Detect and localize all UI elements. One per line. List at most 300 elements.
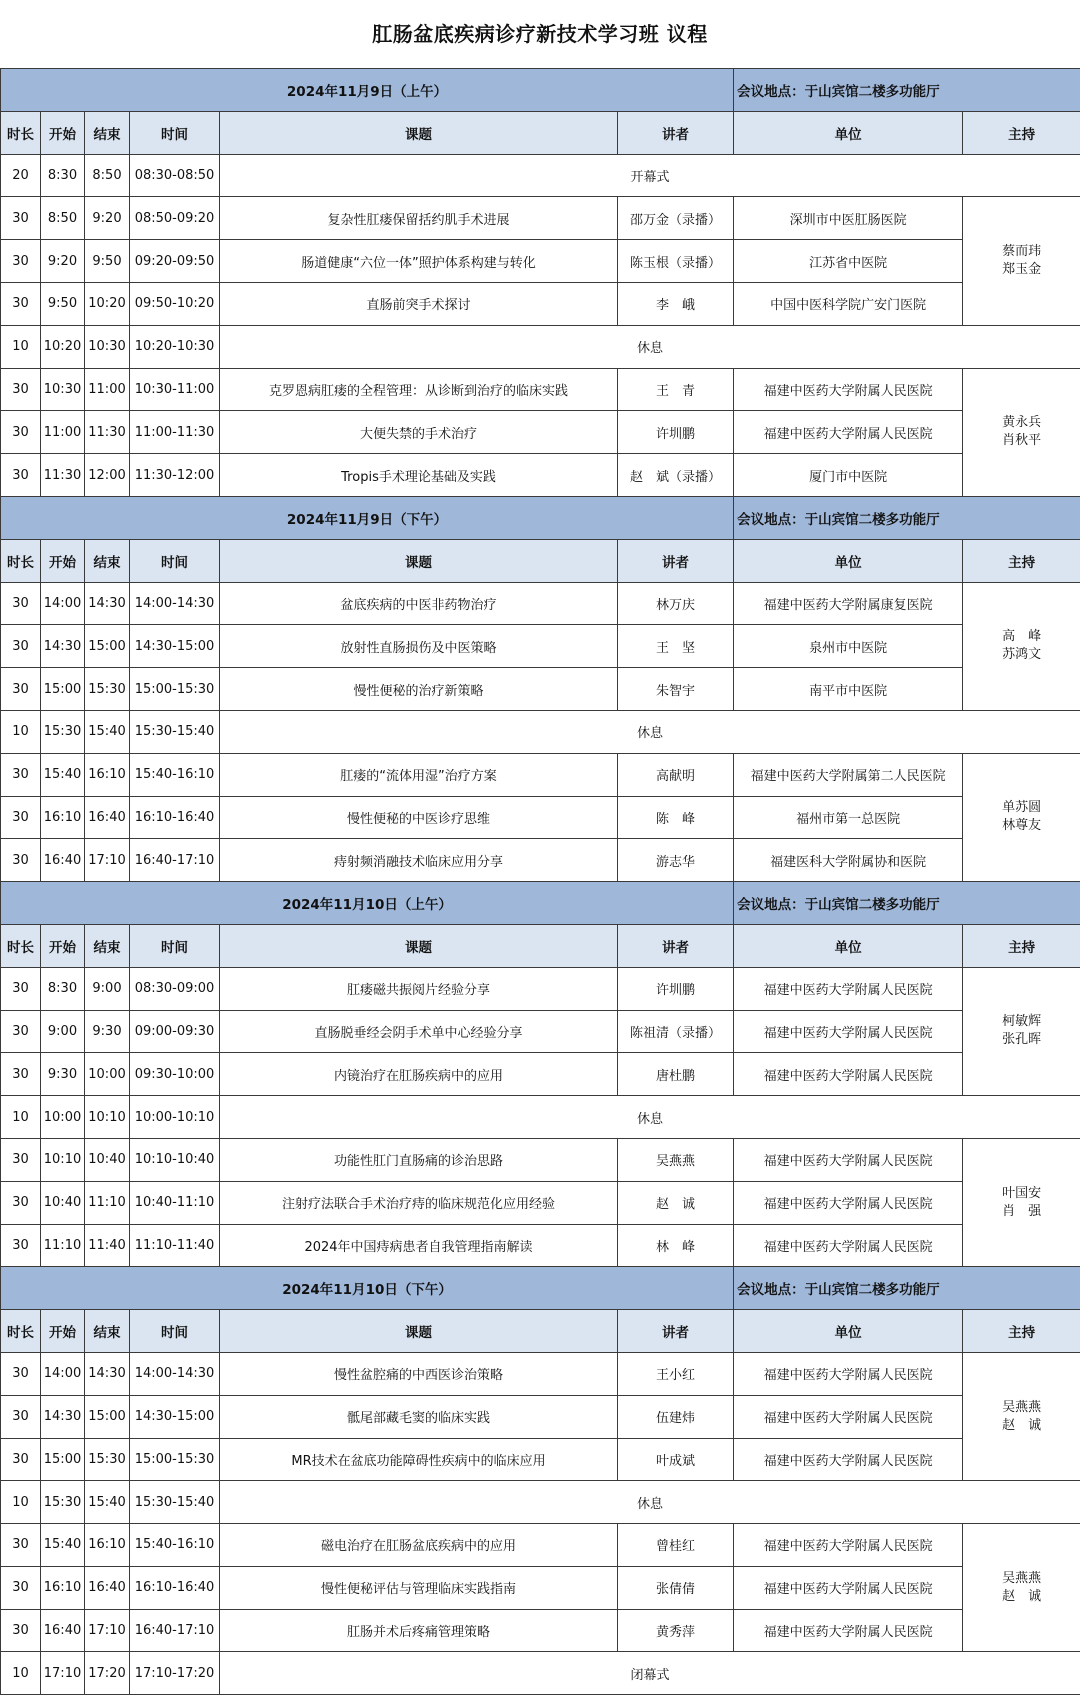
table-row — [1, 1224, 1080, 1267]
column-header-topic: 课题 — [220, 539, 618, 582]
cell-speaker: 游志华 — [618, 839, 734, 882]
host-name: 单苏圆 — [965, 799, 1078, 817]
column-header-row — [1, 111, 1080, 154]
column-header-end: 结束 — [85, 111, 130, 154]
cell-speaker: 高献明 — [618, 753, 734, 796]
cell-duration: 20 — [1, 154, 41, 197]
cell-time: 08:30-09:00 — [130, 967, 220, 1010]
cell-duration: 30 — [1, 240, 41, 283]
cell-end: 11:40 — [85, 1224, 130, 1267]
column-header-speaker: 讲者 — [618, 539, 734, 582]
cell-unit: 泉州市中医院 — [734, 625, 963, 668]
column-header-host: 主持 — [963, 924, 1080, 967]
column-header-row — [1, 539, 1080, 582]
host-name: 郑玉金 — [965, 261, 1078, 279]
cell-time: 08:50-09:20 — [130, 197, 220, 240]
cell-start: 15:40 — [41, 1524, 85, 1567]
cell-end: 10:10 — [85, 1096, 130, 1139]
cell-end: 15:00 — [85, 1395, 130, 1438]
table-row — [1, 1053, 1080, 1096]
cell-time: 16:10-16:40 — [130, 796, 220, 839]
column-header-time: 时间 — [130, 539, 220, 582]
host-name: 黄永兵 — [965, 414, 1078, 432]
cell-start: 11:30 — [41, 454, 85, 497]
session-venue: 会议地点：于山宾馆二楼多功能厅 — [734, 496, 1080, 539]
cell-duration: 10 — [1, 1096, 41, 1139]
cell-topic: 慢性便秘的治疗新策略 — [220, 668, 618, 711]
session-date: 2024年11月10日（上午） — [1, 882, 734, 925]
cell-speaker: 王 坚 — [618, 625, 734, 668]
session-header-row — [1, 1267, 1080, 1310]
cell-time: 09:20-09:50 — [130, 240, 220, 283]
cell-start: 16:40 — [41, 839, 85, 882]
cell-unit: 福建中医药大学附属人民医院 — [734, 1438, 963, 1481]
table-row — [1, 625, 1080, 668]
cell-speaker: 许圳鹏 — [618, 411, 734, 454]
cell-speaker: 黄秀萍 — [618, 1609, 734, 1652]
cell-end: 8:50 — [85, 154, 130, 197]
table-row — [1, 1481, 1080, 1524]
cell-break: 闭幕式 — [220, 1652, 1080, 1695]
cell-start: 14:30 — [41, 625, 85, 668]
host-name: 蔡而玮 — [965, 243, 1078, 261]
cell-host — [963, 582, 1080, 710]
cell-end: 17:10 — [85, 839, 130, 882]
column-header-host: 主持 — [963, 1310, 1080, 1353]
table-row — [1, 240, 1080, 283]
cell-unit: 福建中医药大学附属人民医院 — [734, 1352, 963, 1395]
cell-duration: 30 — [1, 582, 41, 625]
cell-start: 16:10 — [41, 1566, 85, 1609]
session-header-row — [1, 496, 1080, 539]
session-date: 2024年11月9日（下午） — [1, 496, 734, 539]
cell-speaker: 叶成斌 — [618, 1438, 734, 1481]
table-row — [1, 1438, 1080, 1481]
cell-end: 10:30 — [85, 325, 130, 368]
cell-start: 10:30 — [41, 368, 85, 411]
cell-unit: 福建中医药大学附属人民医院 — [734, 1395, 963, 1438]
cell-time: 09:00-09:30 — [130, 1010, 220, 1053]
cell-unit: 深圳市中医肛肠医院 — [734, 197, 963, 240]
cell-time: 09:50-10:20 — [130, 282, 220, 325]
cell-unit: 南平市中医院 — [734, 668, 963, 711]
cell-unit: 福州市第一总医院 — [734, 796, 963, 839]
cell-time: 10:30-11:00 — [130, 368, 220, 411]
cell-topic: 大便失禁的手术治疗 — [220, 411, 618, 454]
table-row — [1, 1524, 1080, 1567]
cell-unit: 福建中医药大学附属人民医院 — [734, 1609, 963, 1652]
column-header-topic: 课题 — [220, 111, 618, 154]
session-venue: 会议地点：于山宾馆二楼多功能厅 — [734, 1267, 1080, 1310]
cell-topic: 慢性盆腔痛的中西医诊治策略 — [220, 1352, 618, 1395]
cell-break: 休息 — [220, 710, 1080, 753]
cell-duration: 30 — [1, 967, 41, 1010]
cell-time: 10:00-10:10 — [130, 1096, 220, 1139]
cell-duration: 30 — [1, 282, 41, 325]
cell-unit: 福建中医药大学附属人民医院 — [734, 1224, 963, 1267]
column-header-duration: 时长 — [1, 1310, 41, 1353]
cell-end: 9:00 — [85, 967, 130, 1010]
cell-duration: 30 — [1, 368, 41, 411]
cell-duration: 30 — [1, 1138, 41, 1181]
cell-time: 11:30-12:00 — [130, 454, 220, 497]
cell-time: 14:30-15:00 — [130, 1395, 220, 1438]
cell-unit: 福建中医药大学附属人民医院 — [734, 967, 963, 1010]
cell-end: 15:00 — [85, 625, 130, 668]
cell-start: 8:30 — [41, 967, 85, 1010]
column-header-duration: 时长 — [1, 111, 41, 154]
cell-speaker: 伍建炜 — [618, 1395, 734, 1438]
cell-end: 11:10 — [85, 1181, 130, 1224]
cell-time: 09:30-10:00 — [130, 1053, 220, 1096]
cell-topic: MR技术在盆底功能障碍性疾病中的临床应用 — [220, 1438, 618, 1481]
cell-start: 11:10 — [41, 1224, 85, 1267]
column-header-time: 时间 — [130, 924, 220, 967]
cell-duration: 10 — [1, 325, 41, 368]
cell-duration: 30 — [1, 454, 41, 497]
table-row — [1, 967, 1080, 1010]
host-name: 叶国安 — [965, 1185, 1078, 1203]
session-date: 2024年11月9日（上午） — [1, 69, 734, 112]
cell-speaker: 林 峰 — [618, 1224, 734, 1267]
column-header-row — [1, 1310, 1080, 1353]
column-header-duration: 时长 — [1, 539, 41, 582]
cell-speaker: 李 峨 — [618, 282, 734, 325]
cell-start: 16:40 — [41, 1609, 85, 1652]
cell-start: 9:30 — [41, 1053, 85, 1096]
column-header-topic: 课题 — [220, 924, 618, 967]
cell-end: 11:30 — [85, 411, 130, 454]
column-header-unit: 单位 — [734, 539, 963, 582]
table-row — [1, 368, 1080, 411]
column-header-start: 开始 — [41, 924, 85, 967]
cell-start: 10:00 — [41, 1096, 85, 1139]
table-row — [1, 839, 1080, 882]
cell-time: 10:10-10:40 — [130, 1138, 220, 1181]
cell-unit: 中国中医科学院广安门医院 — [734, 282, 963, 325]
cell-start: 9:00 — [41, 1010, 85, 1053]
cell-topic: 磁电治疗在肛肠盆底疾病中的应用 — [220, 1524, 618, 1567]
cell-end: 10:00 — [85, 1053, 130, 1096]
cell-speaker: 陈 峰 — [618, 796, 734, 839]
cell-end: 9:20 — [85, 197, 130, 240]
cell-end: 9:50 — [85, 240, 130, 283]
cell-start: 10:10 — [41, 1138, 85, 1181]
cell-start: 14:30 — [41, 1395, 85, 1438]
cell-speaker: 许圳鹏 — [618, 967, 734, 1010]
cell-topic: 复杂性肛瘘保留括约肌手术进展 — [220, 197, 618, 240]
table-row — [1, 582, 1080, 625]
cell-unit: 江苏省中医院 — [734, 240, 963, 283]
column-header-unit: 单位 — [734, 111, 963, 154]
table-row — [1, 282, 1080, 325]
cell-host — [963, 368, 1080, 496]
cell-duration: 30 — [1, 1010, 41, 1053]
column-header-speaker: 讲者 — [618, 924, 734, 967]
cell-duration: 30 — [1, 1438, 41, 1481]
column-header-end: 结束 — [85, 1310, 130, 1353]
table-row — [1, 325, 1080, 368]
cell-time: 15:00-15:30 — [130, 668, 220, 711]
cell-unit: 厦门市中医院 — [734, 454, 963, 497]
column-header-unit: 单位 — [734, 1310, 963, 1353]
host-name: 吴燕燕 — [965, 1570, 1078, 1588]
cell-topic: 肛肠并术后疼痛管理策略 — [220, 1609, 618, 1652]
host-name: 肖 强 — [965, 1203, 1078, 1221]
cell-break: 休息 — [220, 1096, 1080, 1139]
column-header-speaker: 讲者 — [618, 111, 734, 154]
cell-time: 15:40-16:10 — [130, 1524, 220, 1567]
cell-time: 15:30-15:40 — [130, 1481, 220, 1524]
cell-topic: 直肠脱垂经会阴手术单中心经验分享 — [220, 1010, 618, 1053]
cell-time: 15:30-15:40 — [130, 710, 220, 753]
cell-topic: 克罗恩病肛瘘的全程管理：从诊断到治疗的临床实践 — [220, 368, 618, 411]
cell-topic: 2024年中国痔病患者自我管理指南解读 — [220, 1224, 618, 1267]
column-header-host: 主持 — [963, 111, 1080, 154]
cell-time: 16:40-17:10 — [130, 839, 220, 882]
cell-topic: 注射疗法联合手术治疗痔的临床规范化应用经验 — [220, 1181, 618, 1224]
cell-unit: 福建医科大学附属协和医院 — [734, 839, 963, 882]
cell-topic: 慢性便秘的中医诊疗思维 — [220, 796, 618, 839]
host-name: 吴燕燕 — [965, 1399, 1078, 1417]
cell-duration: 30 — [1, 668, 41, 711]
cell-speaker: 赵 斌（录播） — [618, 454, 734, 497]
cell-speaker: 朱智宇 — [618, 668, 734, 711]
column-header-start: 开始 — [41, 111, 85, 154]
column-header-start: 开始 — [41, 539, 85, 582]
table-row — [1, 1609, 1080, 1652]
cell-end: 17:10 — [85, 1609, 130, 1652]
table-row — [1, 1566, 1080, 1609]
session-header-row — [1, 882, 1080, 925]
cell-end: 15:30 — [85, 668, 130, 711]
cell-time: 08:30-08:50 — [130, 154, 220, 197]
cell-unit: 福建中医药大学附属康复医院 — [734, 582, 963, 625]
table-row — [1, 197, 1080, 240]
cell-unit: 福建中医药大学附属人民医院 — [734, 411, 963, 454]
cell-break: 休息 — [220, 1481, 1080, 1524]
host-name: 苏鸿文 — [965, 646, 1078, 664]
cell-start: 10:40 — [41, 1181, 85, 1224]
cell-time: 15:40-16:10 — [130, 753, 220, 796]
cell-time: 10:40-11:10 — [130, 1181, 220, 1224]
cell-start: 15:40 — [41, 753, 85, 796]
cell-host — [963, 1352, 1080, 1480]
cell-topic: 肛瘘磁共振阅片经验分享 — [220, 967, 618, 1010]
cell-time: 11:10-11:40 — [130, 1224, 220, 1267]
cell-start: 15:30 — [41, 710, 85, 753]
column-header-end: 结束 — [85, 539, 130, 582]
column-header-time: 时间 — [130, 111, 220, 154]
cell-end: 11:00 — [85, 368, 130, 411]
cell-duration: 30 — [1, 1609, 41, 1652]
cell-unit: 福建中医药大学附属人民医院 — [734, 1524, 963, 1567]
cell-time: 14:00-14:30 — [130, 582, 220, 625]
cell-start: 17:10 — [41, 1652, 85, 1695]
column-header-unit: 单位 — [734, 924, 963, 967]
cell-unit: 福建中医药大学附属人民医院 — [734, 368, 963, 411]
cell-speaker: 张倩倩 — [618, 1566, 734, 1609]
cell-duration: 30 — [1, 1395, 41, 1438]
cell-unit: 福建中医药大学附属人民医院 — [734, 1010, 963, 1053]
column-header-start: 开始 — [41, 1310, 85, 1353]
cell-topic: 慢性便秘评估与管理临床实践指南 — [220, 1566, 618, 1609]
cell-host — [963, 1524, 1080, 1652]
column-header-end: 结束 — [85, 924, 130, 967]
cell-end: 10:20 — [85, 282, 130, 325]
table-row — [1, 710, 1080, 753]
cell-end: 16:40 — [85, 1566, 130, 1609]
cell-break: 休息 — [220, 325, 1080, 368]
cell-speaker: 邵万金（录播） — [618, 197, 734, 240]
cell-unit: 福建中医药大学附属人民医院 — [734, 1053, 963, 1096]
cell-break: 开幕式 — [220, 154, 1080, 197]
cell-duration: 10 — [1, 1481, 41, 1524]
cell-start: 14:00 — [41, 1352, 85, 1395]
table-row — [1, 1352, 1080, 1395]
cell-end: 16:10 — [85, 1524, 130, 1567]
cell-speaker: 赵 诚 — [618, 1181, 734, 1224]
cell-end: 15:40 — [85, 1481, 130, 1524]
cell-start: 15:00 — [41, 1438, 85, 1481]
cell-duration: 30 — [1, 1524, 41, 1567]
cell-unit: 福建中医药大学附属人民医院 — [734, 1566, 963, 1609]
host-name: 赵 诚 — [965, 1417, 1078, 1435]
cell-start: 8:50 — [41, 197, 85, 240]
cell-speaker: 吴燕燕 — [618, 1138, 734, 1181]
table-row — [1, 1096, 1080, 1139]
cell-unit: 福建中医药大学附属人民医院 — [734, 1138, 963, 1181]
table-row — [1, 454, 1080, 497]
cell-duration: 10 — [1, 1652, 41, 1695]
cell-start: 15:00 — [41, 668, 85, 711]
host-name: 赵 诚 — [965, 1588, 1078, 1606]
cell-topic: 痔射频消融技术临床应用分享 — [220, 839, 618, 882]
table-row — [1, 154, 1080, 197]
table-row — [1, 411, 1080, 454]
cell-start: 9:20 — [41, 240, 85, 283]
cell-end: 17:20 — [85, 1652, 130, 1695]
page-title: 肛肠盆底疾病诊疗新技术学习班 议程 — [0, 0, 1080, 68]
cell-host — [963, 753, 1080, 881]
cell-duration: 30 — [1, 1181, 41, 1224]
cell-topic: 肠道健康“六位一体”照护体系构建与转化 — [220, 240, 618, 283]
table-row — [1, 668, 1080, 711]
cell-duration: 30 — [1, 1053, 41, 1096]
cell-speaker: 曾桂红 — [618, 1524, 734, 1567]
cell-topic: Tropis手术理论基础及实践 — [220, 454, 618, 497]
cell-topic: 盆底疾病的中医非药物治疗 — [220, 582, 618, 625]
table-row — [1, 1652, 1080, 1695]
cell-speaker: 林万庆 — [618, 582, 734, 625]
cell-topic: 肛瘘的“流体用湿”治疗方案 — [220, 753, 618, 796]
cell-time: 14:30-15:00 — [130, 625, 220, 668]
cell-start: 9:50 — [41, 282, 85, 325]
cell-duration: 30 — [1, 625, 41, 668]
session-venue: 会议地点：于山宾馆二楼多功能厅 — [734, 69, 1080, 112]
cell-duration: 30 — [1, 753, 41, 796]
agenda-table — [0, 68, 1080, 1695]
host-name: 肖秋平 — [965, 432, 1078, 450]
session-venue: 会议地点：于山宾馆二楼多功能厅 — [734, 882, 1080, 925]
session-date: 2024年11月10日（下午） — [1, 1267, 734, 1310]
cell-end: 15:40 — [85, 710, 130, 753]
cell-time: 15:00-15:30 — [130, 1438, 220, 1481]
cell-time: 16:10-16:40 — [130, 1566, 220, 1609]
cell-duration: 30 — [1, 1352, 41, 1395]
session-header-row — [1, 69, 1080, 112]
cell-duration: 30 — [1, 197, 41, 240]
cell-start: 16:10 — [41, 796, 85, 839]
cell-unit: 福建中医药大学附属第二人民医院 — [734, 753, 963, 796]
cell-unit: 福建中医药大学附属人民医院 — [734, 1181, 963, 1224]
cell-start: 14:00 — [41, 582, 85, 625]
cell-topic: 功能性肛门直肠痛的诊治思路 — [220, 1138, 618, 1181]
cell-time: 17:10-17:20 — [130, 1652, 220, 1695]
cell-end: 16:10 — [85, 753, 130, 796]
table-row — [1, 1010, 1080, 1053]
table-row — [1, 1138, 1080, 1181]
cell-time: 16:40-17:10 — [130, 1609, 220, 1652]
cell-time: 11:00-11:30 — [130, 411, 220, 454]
cell-duration: 30 — [1, 839, 41, 882]
cell-duration: 30 — [1, 1224, 41, 1267]
cell-end: 9:30 — [85, 1010, 130, 1053]
cell-end: 15:30 — [85, 1438, 130, 1481]
column-header-time: 时间 — [130, 1310, 220, 1353]
host-name: 高 峰 — [965, 628, 1078, 646]
cell-time: 10:20-10:30 — [130, 325, 220, 368]
cell-end: 10:40 — [85, 1138, 130, 1181]
cell-start: 11:00 — [41, 411, 85, 454]
host-name: 林尊友 — [965, 817, 1078, 835]
cell-host — [963, 1138, 1080, 1266]
cell-speaker: 唐杜鹏 — [618, 1053, 734, 1096]
column-header-row — [1, 924, 1080, 967]
host-name: 柯敏辉 — [965, 1013, 1078, 1031]
cell-host — [963, 197, 1080, 325]
column-header-host: 主持 — [963, 539, 1080, 582]
cell-speaker: 王 青 — [618, 368, 734, 411]
table-row — [1, 1395, 1080, 1438]
column-header-speaker: 讲者 — [618, 1310, 734, 1353]
cell-duration: 30 — [1, 796, 41, 839]
cell-speaker: 王小红 — [618, 1352, 734, 1395]
cell-host — [963, 967, 1080, 1095]
table-row — [1, 796, 1080, 839]
cell-topic: 直肠前突手术探讨 — [220, 282, 618, 325]
column-header-duration: 时长 — [1, 924, 41, 967]
cell-duration: 30 — [1, 411, 41, 454]
cell-duration: 30 — [1, 1566, 41, 1609]
cell-topic: 放射性直肠损伤及中医策略 — [220, 625, 618, 668]
cell-end: 12:00 — [85, 454, 130, 497]
cell-start: 15:30 — [41, 1481, 85, 1524]
cell-topic: 内镜治疗在肛肠疾病中的应用 — [220, 1053, 618, 1096]
column-header-topic: 课题 — [220, 1310, 618, 1353]
cell-speaker: 陈玉根（录播） — [618, 240, 734, 283]
cell-start: 8:30 — [41, 154, 85, 197]
cell-end: 16:40 — [85, 796, 130, 839]
cell-start: 10:20 — [41, 325, 85, 368]
cell-duration: 10 — [1, 710, 41, 753]
host-name: 张孔晖 — [965, 1031, 1078, 1049]
cell-topic: 骶尾部藏毛窦的临床实践 — [220, 1395, 618, 1438]
cell-speaker: 陈祖清（录播） — [618, 1010, 734, 1053]
cell-end: 14:30 — [85, 1352, 130, 1395]
cell-time: 14:00-14:30 — [130, 1352, 220, 1395]
table-row — [1, 753, 1080, 796]
